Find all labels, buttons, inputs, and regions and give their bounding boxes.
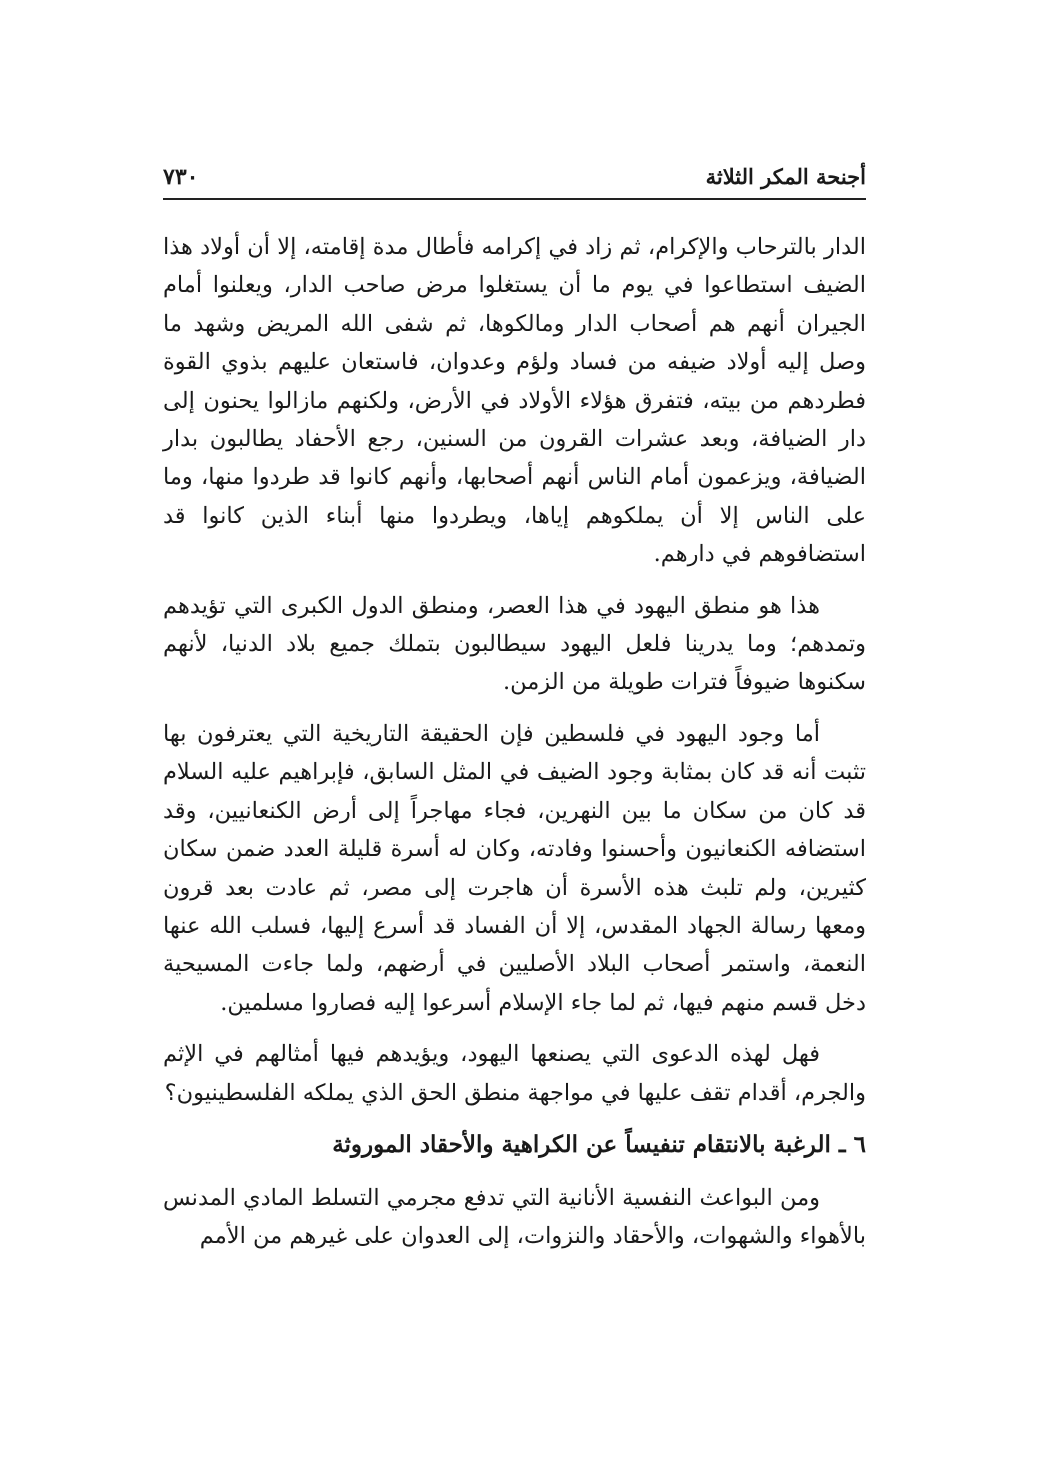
running-header	[163, 162, 866, 200]
paragraph-1: الدار بالترحاب والإكرام، ثم زاد في إكرامه فأطال مدة إقامته، إلا أن أولاد هذا الضيف استطاعوا في يوم ما أن يستغلوا مرض صاحب الدار، ويعلنوا أمام الجيران أنهم هم أصحاب الدار ومالكوها، ثم شفى الله المريض وشهد ما وصل إليه أولاد ضيفه من فساد ولؤم وعدوان، فاستعان عليهم بذوي القوة فطردهم من بيته، فتفرق هؤلاء الأولاد في الأرض، ولكنهم مازالوا يحنون إلى دار الضيافة، وبعد عشرات القرون من السنين، رجع الأحفاد يطالبون بدار الضيافة، ويزعمون أمام الناس أنهم أصحابها، وأنهم كانوا قد طردوا منها، وما على الناس إلا أن يملكوهم إياها، ويطردوا منها أبناء الذين كانوا قد استضافوهم في دارهم.	[163, 234, 866, 568]
paragraph-5: ومن البواعث النفسية الأنانية التي تدفع مجرمي التسلط المادي المدنس بالأهواء والشهوات، والأحقاد والنزوات، إلى العدوان على غيرهم من الأمم	[163, 1184, 866, 1250]
paragraph-2: هذا هو منطق اليهود في هذا العصر، ومنطق الدول الكبرى التي تؤيدهم وتمدهم؛ وما يدرينا فلعل اليهود سيطالبون بتملك جميع بلاد الدنيا، لأنهم سكنوها ضيوفاً فترات طويلة من الزمن.	[163, 592, 866, 696]
page-number: ٧٣٠	[163, 164, 199, 190]
paragraph-3: أما وجود اليهود في فلسطين فإن الحقيقة التاريخية التي يعترفون بها تثبت أنه قد كان بمثابة وجود الضيف في المثل السابق، فإبراهيم عليه السلام قد كان من سكان ما بين النهرين، فجاء مهاجراً إلى أرض الكنعانيين، وقد استضافه الكنعانيون وأحسنوا وفادته، وكان له أسرة قليلة العدد ضمن سكان كثيرين، ولم تلبث هذه الأسرة أن هاجرت إلى مصر، ثم عادت بعد قرون ومعها رسالة الجهاد المقدس، إلا أن الفساد قد أسرع إليها، فسلب الله عنها النعمة، واستمر أصحاب البلاد الأصليين في أرضهم، ولما جاءت المسيحية دخل قسم منهم فيها، ثم لما جاء الإسلام أسرعوا إليه فصاروا مسلمين.	[163, 720, 866, 1016]
page-body	[163, 228, 866, 1269]
paragraph-4: فهل لهذه الدعوى التي يصنعها اليهود، ويؤيدهم فيها أمثالهم في الإثم والجرم، أقدام تقف عليها في مواجهة منطق الحق الذي يملكه الفلسطينيون؟	[163, 1041, 866, 1106]
book-title: أجنحة المكر الثلاثة	[705, 164, 866, 189]
section-heading: ٦ ـ الرغبة بالانتقام تنفيساً عن الكراهية والأحقاد الموروثة	[332, 1130, 866, 1158]
